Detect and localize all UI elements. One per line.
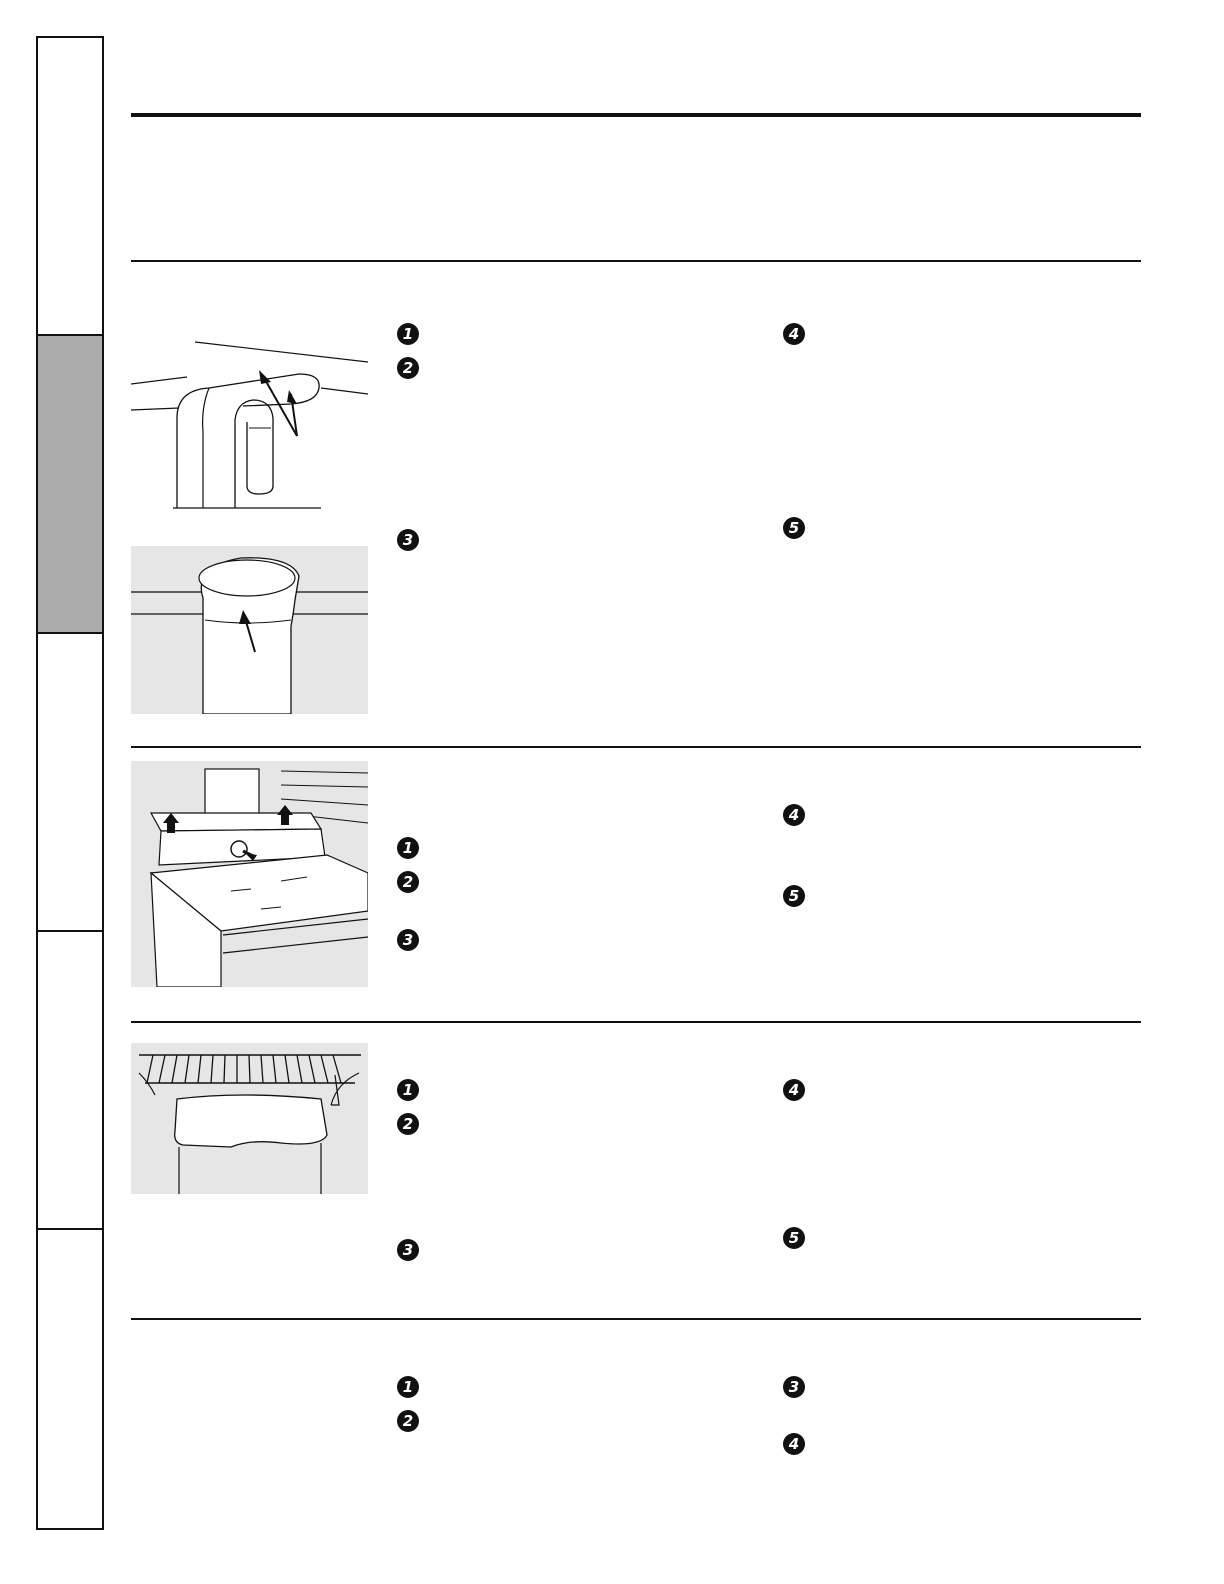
side-tab-4[interactable] <box>38 932 102 1230</box>
step-3: 3 <box>397 1239 419 1261</box>
cup-notch-illustration <box>131 546 368 714</box>
side-tab-3[interactable] <box>38 634 102 932</box>
step-4: 4 <box>783 323 805 345</box>
step-1: 1 <box>397 1079 419 1101</box>
step-4: 4 <box>783 1433 805 1455</box>
range-backguard-illustration <box>131 761 368 987</box>
step-3: 3 <box>397 529 419 551</box>
step-2: 2 <box>397 357 419 379</box>
step-4: 4 <box>783 804 805 826</box>
step-5: 5 <box>783 517 805 539</box>
step-5: 5 <box>783 885 805 907</box>
side-tab-5[interactable] <box>38 1230 102 1528</box>
side-tab-1[interactable] <box>38 38 102 336</box>
side-tab-strip <box>36 36 104 1530</box>
step-2: 2 <box>397 1113 419 1135</box>
section-divider-3 <box>131 1021 1141 1023</box>
step-4: 4 <box>783 1079 805 1101</box>
side-tab-2[interactable] <box>38 336 102 634</box>
dispenser-outlet-illustration <box>131 336 368 514</box>
section-divider-1 <box>131 260 1141 262</box>
step-3: 3 <box>783 1376 805 1398</box>
section-divider-2 <box>131 746 1141 748</box>
step-5: 5 <box>783 1227 805 1249</box>
step-3: 3 <box>397 929 419 951</box>
step-2: 2 <box>397 1410 419 1432</box>
step-2: 2 <box>397 871 419 893</box>
step-1: 1 <box>397 1376 419 1398</box>
header-rule <box>131 113 1141 117</box>
rack-and-bin-illustration <box>131 1043 368 1194</box>
step-1: 1 <box>397 323 419 345</box>
section-divider-4 <box>131 1318 1141 1320</box>
step-1: 1 <box>397 837 419 859</box>
